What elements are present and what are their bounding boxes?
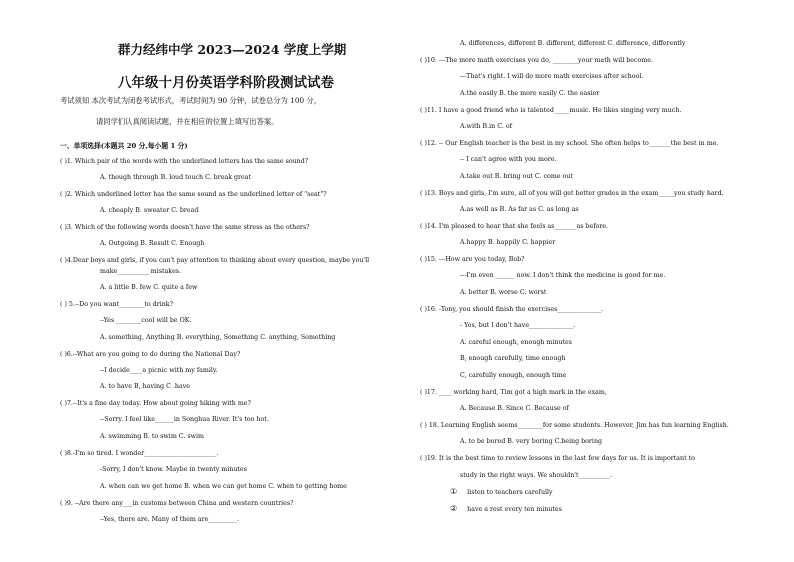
option-item — [450, 505, 562, 514]
question-line: make__________ mistakes. — [100, 268, 182, 275]
question-line: A. to be bored B. very boring C.being boring — [460, 438, 603, 445]
question-line: ( )8.-I'm so tired. I wonder_______________________. — [60, 450, 219, 457]
question-line: ( )14. I'm pleased to hear that she feels as_______as before. — [420, 223, 609, 230]
question-line: A. differences, different B. different, different C. difference, differently — [460, 40, 686, 47]
question-line: -Sorry, I don't know. Maybe in twenty minutes — [100, 466, 247, 473]
question-line: A. Outgoing B. Result C. Enough — [100, 240, 205, 247]
question-line: A. cheaply B. sweater C. bread — [100, 207, 199, 214]
question-line: A. swimming B. to swim C. swim — [100, 433, 204, 440]
question-line: A.happy B. happily C. happier — [460, 239, 556, 246]
question-line: ( )4.Dear boys and girls, if you can't pay attention to thinking about every question, maybe you'll — [60, 257, 370, 264]
question-line: ---I'm even ______ now. I don't think the medicine is good for me. — [460, 272, 666, 279]
question-line: --I decide____a picnic with my family. — [100, 367, 218, 374]
question-line: ( )13. Boys and girls, I'm sure, all of you will get better grades in the exam_____you study hard. — [420, 190, 724, 197]
question-line: B, enough carefully, time enough — [460, 355, 566, 362]
question-line: ( )3. Which of the following words doesn't have the same stress as the others? — [60, 224, 310, 231]
question-line: ( )17. ____ working hard, Tim got a high mark in the exam, — [420, 389, 607, 396]
question-line: ( ) 18. Learning English seems________for some students. However, Jim has fun learning English. — [420, 422, 729, 429]
option-item — [450, 488, 553, 497]
question-line: C, carefully enough, enough time — [460, 372, 567, 379]
question-line: ---That's right. I will do more math exercises after school. — [460, 73, 644, 80]
question-line: A. when can we get home B. when we can get home C. when to getting home — [100, 483, 347, 490]
question-line: ( ) 5.--Do you want________to drink? — [60, 301, 173, 308]
question-line: A. something, Anything B. everything, Something C. anything, Something — [100, 334, 336, 341]
option-text: listen to teachers carefully — [467, 489, 553, 496]
exam-subtitle: 八年级十月份英语学科阶段测试试卷 — [118, 75, 334, 91]
question-line: study in the right ways. We shouldn't__________. — [460, 472, 613, 479]
question-line: - Yes, but I don't have______________. — [460, 322, 576, 329]
question-line: ( )15. ---How are you today, Bob? — [420, 256, 525, 263]
question-line: A. better B. worse C. worst — [460, 289, 547, 296]
question-line: A.the easily B. the more easily C. the easier — [460, 90, 600, 97]
option-text: have a rest every ten minutes — [467, 506, 563, 513]
question-line: ( )11. I have a good friend who is talented_____music. He likes singing very much. — [420, 107, 682, 114]
option-number: ① — [450, 487, 458, 496]
section-heading: 一、单项选择(本题共 20 分,每小题 1 分) — [60, 142, 188, 150]
question-line: --Yes ________cool will be OK. — [100, 317, 192, 324]
question-line: --Yes, there are. Many of them are_________. — [100, 516, 239, 523]
question-line: ( )16. -Tony, you should finish the exercises______________. — [420, 306, 604, 313]
question-line: ( )6.--What are you going to do during the National Day? — [60, 351, 241, 358]
question-line: A. Because B. Since C. Because of — [460, 405, 569, 412]
question-line: -- I can't agree with you more. — [460, 156, 557, 163]
question-line: A. though through B. loud touch C. break great — [100, 174, 252, 181]
question-line: A.take out B. bring out C. come out — [460, 173, 573, 180]
question-line: A. careful enough, enough minutes — [460, 339, 572, 346]
exam-notice-line2: 请同学们认真阅读试题，并在相应的位置上填写出答案。 — [96, 117, 279, 126]
question-line: ( )12. -- Our English teacher is the best in my school. She often helps to_______the best in me. — [420, 140, 719, 147]
question-line: --Sorry. I feel like______in Songhua River. It's too hot. — [100, 416, 269, 423]
question-line: A. to have B, having C .have — [100, 383, 190, 390]
question-line: ( )2. Which underlined letter has the same sound as the underlined letter of "seat"? — [60, 191, 327, 198]
question-line: ( )19. It is the best time to review lessons in the last few days for us. It is important to — [420, 455, 695, 462]
question-line: ( )1. Which pair of the words with the underlined letters has the same sound? — [60, 158, 309, 165]
question-line: ( )9. --Are there any___in customs between China and western countries? — [60, 500, 294, 507]
question-line: ( )7.--It's a fine day today. How about going hiking with me? — [60, 400, 251, 407]
question-line: A. a little B. few C. quite a few — [100, 284, 198, 291]
question-line: A.as well as B. As far as C. as long as — [460, 206, 579, 213]
option-number: ② — [450, 504, 458, 513]
exam-notice-line1: 考试须知 本次考试为闭卷考试形式，考试时间为 90 分钟，试卷总分为 100 分， — [60, 96, 322, 105]
question-line: ( )10. ---The more math exercises you do, ________your math will become. — [420, 57, 653, 64]
question-line: A.with B.in C. of — [460, 123, 512, 130]
exam-title: 群力经纬中学 2023—2024 学度上学期 — [118, 42, 347, 57]
